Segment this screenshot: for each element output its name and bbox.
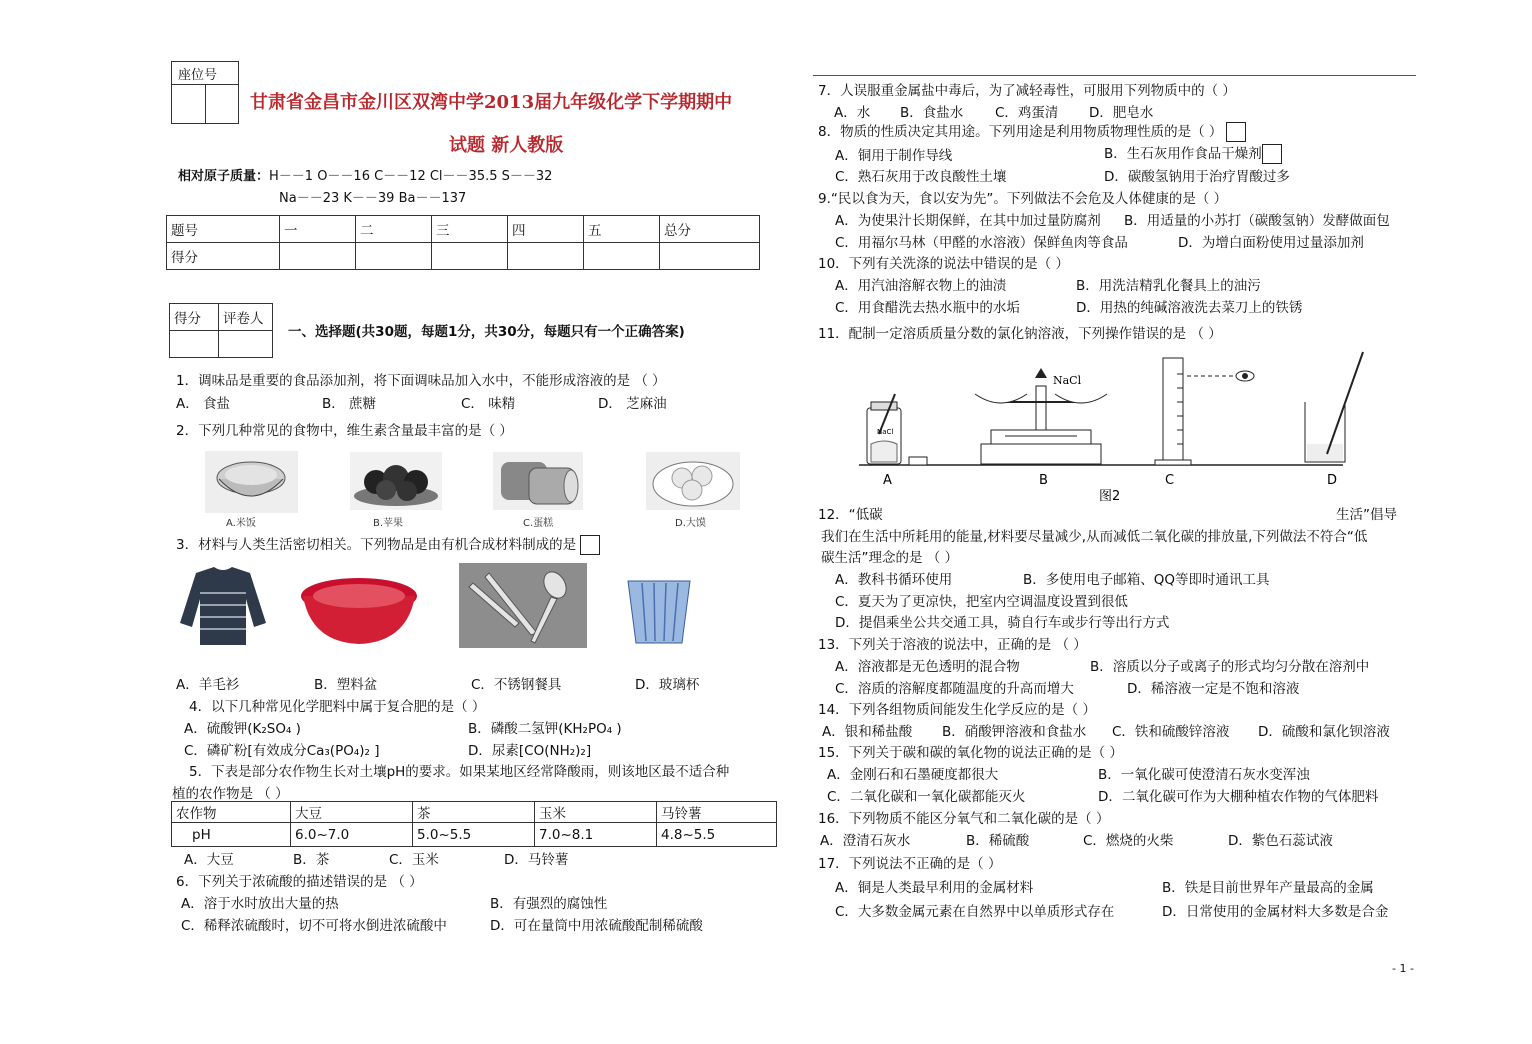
q8-option-d: D．碳酸氢钠用于治疗胃酸过多 [1104, 169, 1290, 185]
q4-option-a: A．硫酸钾(K₂SO₄ ) [184, 721, 301, 737]
header-rule [813, 75, 1416, 76]
ph-table-cell: 7.0~8.1 [535, 823, 657, 847]
question-12-line2: 我们在生活中所耗用的能量,材料要尽量减少,从而减低二氧化碳的排放量,下列做法不符合“低 [821, 529, 1368, 545]
q17-option-c: C．大多数金属元素在自然界中以单质形式存在 [835, 904, 1115, 920]
q16-option-d: D．紫色石蕊试液 [1228, 833, 1333, 849]
score-cell[interactable] [660, 243, 760, 270]
q10-option-a: A．用汽油溶解衣物上的油渍 [835, 278, 1007, 294]
score-cell[interactable] [584, 243, 660, 270]
q14-option-b: B．硝酸钾溶液和食盐水 [942, 724, 1087, 740]
q1-option-d: D． 芝麻油 [598, 396, 667, 412]
atomic-masses [178, 165, 552, 184]
q15-option-d: D．二氧化碳可作为大棚种植农作物的气体肥料 [1098, 789, 1379, 805]
ph-table-header: 玉米 [535, 802, 657, 823]
q12-option-c: C．夏天为了更凉快，把室内空调温度设置到很低 [835, 594, 1128, 610]
figure-label-d: D [1327, 473, 1338, 488]
ph-table [171, 801, 777, 847]
question-15: 15．下列关于碳和碳的氧化物的说法正确的是（ ） [818, 745, 1123, 761]
q5-option-a: A．大豆 [184, 852, 234, 868]
grader-box [169, 303, 273, 358]
question-2: 2．下列几种常见的食物中，维生素含量最丰富的是（ ） [176, 423, 513, 439]
balance-nacl-label: NaCl [1053, 374, 1082, 387]
balance-icon [975, 368, 1107, 464]
lab-operations-figure [855, 344, 1375, 504]
q16-option-b: B．稀硫酸 [966, 833, 1030, 849]
question-7: 7．人误服重金属盐中毒后，为了减轻毒性，可服用下列物质中的（ ） [818, 83, 1236, 99]
grader-name-label: 评卷人 [219, 304, 273, 331]
q9-option-a: A．为使果汁长期保鲜，在其中加过量防腐剂 [835, 213, 1101, 229]
score-cell[interactable] [432, 243, 508, 270]
figure-label-c: C [1165, 473, 1175, 488]
q2-caption-d: D.大馍 [675, 518, 706, 529]
cake-image [493, 452, 583, 510]
q7-option-a: A．水 [834, 105, 871, 121]
q7-option-b: B．食盐水 [900, 105, 964, 121]
eye-icon [1236, 371, 1254, 381]
question-9: 9.“民以食为天，食以安为先”。下列做法不会危及人体健康的是（ ） [818, 191, 1228, 207]
score-table-header-cell: 总分 [660, 216, 760, 243]
question-14: 14．下列各组物质间能发生化学反应的是（ ） [818, 702, 1096, 718]
q17-option-b: B．铁是目前世界年产量最高的金属 [1162, 880, 1374, 896]
q4-option-d: D．尿素[CO(NH₂)₂] [468, 743, 592, 759]
graduated-cylinder-icon [1155, 358, 1237, 465]
q3-option-d: D．玻璃杯 [635, 677, 700, 693]
q10-option-c: C．用食醋洗去热水瓶中的水垢 [835, 300, 1020, 316]
q10-option-b: B．用洗洁精乳化餐具上的油污 [1076, 278, 1261, 294]
q6-option-d: D．可在量筒中用浓硫酸配制稀硫酸 [490, 918, 703, 934]
score-table [166, 215, 760, 270]
q12-option-b: B．多使用电子邮箱、QQ等即时通讯工具 [1023, 572, 1270, 588]
q10-option-d: D．用热的纯碱溶液洗去菜刀上的铁锈 [1076, 300, 1303, 316]
question-5-line1: 5．下表是部分农作物生长对土壤pH的要求。如果某地区经常降酸雨，则该地区最不适合种 [189, 764, 730, 780]
q8-option-b [1104, 142, 1282, 164]
question-16: 16．下列物质不能区分氧气和二氧化碳的是（ ） [818, 811, 1110, 827]
q14-option-a: A．银和稀盐酸 [822, 724, 913, 740]
score-table-header-cell: 四 [508, 216, 584, 243]
q6-option-b: B．有强烈的腐蚀性 [490, 896, 608, 912]
q12-option-a: A．教科书循环使用 [835, 572, 953, 588]
grader-score-label: 得分 [170, 304, 219, 331]
question-6: 6．下列关于浓硫酸的描述错误的是 （ ） [176, 874, 423, 890]
score-table-header-cell: 二 [356, 216, 432, 243]
page-title-line1: 甘肃省金昌市金川区双湾中学2013届九年级化学下学期期中 [250, 92, 733, 113]
question-5-line2: 植的农作物是 （ ） [172, 786, 289, 802]
question-8-text: 8．物质的性质决定其用途。下列用途是利用物质物理性质的是（ ） [818, 124, 1223, 140]
question-12-start: 12．“低碳 [818, 507, 883, 523]
ph-table-cell: 5.0~5.5 [413, 823, 535, 847]
question-12-line3: 碳生活”理念的是 （ ） [821, 550, 959, 566]
rice-bowl-image [205, 451, 298, 513]
question-8 [818, 120, 1246, 142]
page-number: - 1 - [1392, 962, 1414, 975]
q3-option-c: C．不锈钢餐具 [471, 677, 562, 693]
q14-option-d: D．硫酸和氯化钡溶液 [1258, 724, 1390, 740]
q8-option-c: C．熟石灰用于改良酸性土壤 [835, 169, 1007, 185]
q5-option-d: D．马铃薯 [504, 852, 569, 868]
question-1: 1．调味品是重要的食品添加剂，将下面调味品加入水中，不能形成溶液的是 （ ） [176, 373, 666, 389]
q7-option-d: D．肥皂水 [1089, 105, 1154, 121]
q2-caption-a: A.米饭 [226, 518, 256, 529]
beaker-icon [1305, 352, 1363, 462]
question-3-text: 3．材料与人类生活密切相关。下列物品是由有机合成材料制成的是 [176, 537, 577, 553]
score-table-header-cell: 五 [584, 216, 660, 243]
q3-option-a: A．羊毛衫 [176, 677, 240, 693]
q17-option-d: D．日常使用的金属材料大多数是合金 [1162, 904, 1389, 920]
sweater-image [176, 563, 270, 648]
ph-table-header: 马铃薯 [657, 802, 777, 823]
figure-label-b: B [1039, 473, 1048, 488]
seat-number-box [171, 61, 239, 124]
figure-title: 图2 [1099, 489, 1121, 504]
q8-option-a: A．铜用于制作导线 [835, 148, 953, 164]
q4-option-c: C．磷矿粉[有效成分Ca₃(PO₄)₂ ] [184, 743, 380, 759]
q14-option-c: C．铁和硫酸锌溶液 [1112, 724, 1230, 740]
ph-table-header: 大豆 [291, 802, 413, 823]
q4-option-b: B．磷酸二氢钾(KH₂PO₄ ) [468, 721, 622, 737]
q6-option-a: A．溶于水时放出大量的热 [181, 896, 339, 912]
q1-option-b: B． 蔗糖 [322, 396, 377, 412]
q2-caption-b: B.苹果 [373, 518, 404, 529]
q6-option-c: C．稀释浓硫酸时，切不可将水倒进浓硫酸中 [181, 918, 447, 934]
cutlery-image [459, 563, 587, 648]
q15-option-a: A．金刚石和石墨硬度都很大 [827, 767, 999, 783]
q13-option-a: A．溶液都是无色透明的混合物 [835, 659, 1020, 675]
glass-cup-image [622, 575, 696, 649]
q15-option-b: B．一氧化碳可使澄清石灰水变浑浊 [1098, 767, 1310, 783]
answer-box[interactable] [580, 535, 600, 555]
ph-table-cell: 6.0~7.0 [291, 823, 413, 847]
q15-option-c: C．二氧化碳和一氧化碳都能灭火 [827, 789, 1026, 805]
score-cell[interactable] [280, 243, 356, 270]
answer-box[interactable] [1262, 144, 1282, 164]
page-title-line2: 试题 新人教版 [449, 135, 564, 156]
q17-option-a: A．铜是人类最早利用的金属材料 [835, 880, 1034, 896]
q1-option-c: C． 味精 [461, 396, 516, 412]
score-table-header-cell: 一 [280, 216, 356, 243]
q8-option-b-text: B．生石灰用作食品干燥剂 [1104, 146, 1262, 162]
ph-table-header: 茶 [413, 802, 535, 823]
q3-option-b: B．塑料盆 [314, 677, 378, 693]
q16-option-a: A．澄清石灰水 [820, 833, 911, 849]
seat-number-label: 座位号 [178, 68, 218, 83]
jar-label: NaCl [877, 428, 894, 436]
score-table-header-cell: 三 [432, 216, 508, 243]
ph-table-cell: pH [172, 823, 291, 847]
q13-option-c: C．溶质的溶解度都随温度的升高而增大 [835, 681, 1074, 697]
q9-option-b: B．用适量的小苏打（碳酸氢钠）发酵做面包 [1124, 213, 1390, 229]
section-title: 一、选择题(共30题，每题1分，共30分，每题只有一个正确答案) [288, 324, 685, 340]
q1-option-a: A． 食盐 [176, 396, 231, 412]
q9-option-d: D．为增白面粉使用过量添加剂 [1178, 235, 1364, 251]
score-cell[interactable] [508, 243, 584, 270]
grader-name-cell[interactable] [219, 331, 273, 358]
score-cell[interactable] [356, 243, 432, 270]
question-4: 4．以下几种常见化学肥料中属于复合肥的是（ ） [189, 699, 486, 715]
ph-table-header: 农作物 [172, 802, 291, 823]
q5-option-c: C．玉米 [389, 852, 439, 868]
question-17: 17．下列说法不正确的是（ ） [818, 856, 1002, 872]
q12-option-d: D．提倡乘坐公共交通工具，骑自行车或步行等出行方式 [835, 615, 1170, 631]
question-12-end: 生活”倡导 [1336, 507, 1397, 523]
question-3 [176, 533, 600, 555]
steamed-bun-image [646, 452, 740, 510]
ph-table-cell: 4.8~5.5 [657, 823, 777, 847]
plastic-basin-image [297, 572, 421, 650]
atomic-masses-line1: H－－1 O－－16 C－－12 Cl－－35.5 S－－32 [269, 169, 553, 184]
q5-option-b: B．茶 [293, 852, 330, 868]
q2-caption-c: C.蛋糕 [523, 518, 554, 529]
question-13: 13．下列关于溶液的说法中，正确的是 （ ） [818, 637, 1087, 653]
q13-option-d: D．稀溶液一定是不饱和溶液 [1127, 681, 1300, 697]
apples-image [350, 452, 442, 510]
figure-label-a: A [883, 473, 892, 488]
answer-box[interactable] [1226, 122, 1246, 142]
q7-option-c: C．鸡蛋清 [995, 105, 1059, 121]
atomic-masses-line2: Na－－23 K－－39 Ba－－137 [279, 191, 467, 206]
atomic-masses-label: 相对原子质量： [178, 169, 270, 184]
q16-option-c: C．燃烧的火柴 [1083, 833, 1174, 849]
q9-option-c: C．用福尔马林（甲醛的水溶液）保鲜鱼肉等食品 [835, 235, 1128, 251]
q13-option-b: B．溶质以分子或离子的形式均匀分散在溶剂中 [1090, 659, 1370, 675]
score-table-header-cell: 题号 [167, 216, 280, 243]
question-10: 10．下列有关洗涤的说法中错误的是（ ） [818, 256, 1069, 272]
question-11: 11．配制一定溶质质量分数的氯化钠溶液，下列操作错误的是 （ ） [818, 326, 1222, 342]
score-row-label: 得分 [167, 243, 280, 270]
grader-score-cell[interactable] [170, 331, 219, 358]
